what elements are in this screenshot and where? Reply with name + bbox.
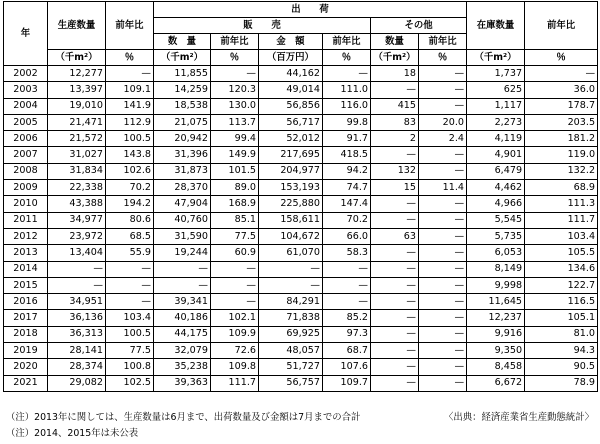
cell-quantity-yoy: 72.6: [211, 343, 259, 359]
cell-production: 13,397: [48, 82, 106, 98]
cell-production: 21,471: [48, 114, 106, 130]
cell-amount: 48,057: [259, 343, 323, 359]
header-other: その他: [371, 18, 467, 34]
cell-other-yoy: —: [419, 294, 467, 310]
cell-inventory: 9,916: [467, 326, 525, 342]
cell-other-quantity: —: [371, 82, 419, 98]
cell-year: 2006: [4, 131, 48, 147]
cell-amount: 69,925: [259, 326, 323, 342]
cell-quantity-yoy: —: [211, 261, 259, 277]
cell-year: 2021: [4, 375, 48, 391]
cell-amount: 225,880: [259, 196, 323, 212]
cell-amount: 158,611: [259, 212, 323, 228]
cell-amount-yoy: 107.6: [323, 359, 371, 375]
table-row: [4, 326, 598, 342]
cell-inventory-yoy: 116.5: [525, 294, 598, 310]
cell-other-quantity: —: [371, 147, 419, 163]
cell-production-yoy: 68.5: [106, 228, 154, 244]
cell-quantity: 40,186: [154, 310, 211, 326]
cell-quantity: 44,175: [154, 326, 211, 342]
cell-production-yoy: 143.8: [106, 147, 154, 163]
table-row: [4, 196, 598, 212]
cell-inventory-yoy: 111.7: [525, 212, 598, 228]
cell-inventory: 4,901: [467, 147, 525, 163]
cell-other-quantity: —: [371, 277, 419, 293]
header-inventory-yoy: 前年比: [525, 2, 598, 50]
cell-year: 2017: [4, 310, 48, 326]
cell-inventory: 5,545: [467, 212, 525, 228]
cell-quantity-yoy: 99.4: [211, 131, 259, 147]
cell-quantity-yoy: —: [211, 294, 259, 310]
cell-production: 22,338: [48, 180, 106, 196]
cell-production: 34,951: [48, 294, 106, 310]
cell-inventory: 625: [467, 82, 525, 98]
cell-quantity-yoy: 130.0: [211, 98, 259, 114]
cell-production: 31,027: [48, 147, 106, 163]
cell-inventory-yoy: 78.9: [525, 375, 598, 391]
cell-year: 2010: [4, 196, 48, 212]
cell-inventory-yoy: 105.1: [525, 310, 598, 326]
cell-quantity-yoy: 101.5: [211, 163, 259, 179]
cell-year: 2003: [4, 82, 48, 98]
cell-other-yoy: —: [419, 228, 467, 244]
header-production-yoy: 前年比: [106, 2, 154, 50]
cell-production-yoy: 112.9: [106, 114, 154, 130]
source-note: 〈出典：経済産業省生産動態統計〉: [443, 412, 594, 423]
cell-quantity-yoy: 102.1: [211, 310, 259, 326]
cell-inventory-yoy: 119.0: [525, 147, 598, 163]
cell-production-yoy: 102.5: [106, 375, 154, 391]
cell-production-yoy: 100.5: [106, 131, 154, 147]
cell-quantity-yoy: 111.7: [211, 375, 259, 391]
cell-other-yoy: 20.0: [419, 114, 467, 130]
cell-production-yoy: 80.6: [106, 212, 154, 228]
cell-quantity: 19,244: [154, 245, 211, 261]
cell-production-yoy: —: [106, 261, 154, 277]
unit-amount: （百万円）: [259, 50, 323, 66]
cell-production: 19,010: [48, 98, 106, 114]
cell-inventory-yoy: 111.3: [525, 196, 598, 212]
cell-year: 2009: [4, 180, 48, 196]
cell-production: 21,572: [48, 131, 106, 147]
cell-amount-yoy: 109.7: [323, 375, 371, 391]
cell-other-quantity: 83: [371, 114, 419, 130]
cell-inventory-yoy: 134.6: [525, 261, 598, 277]
cell-inventory: 2,273: [467, 114, 525, 130]
cell-year: 2005: [4, 114, 48, 130]
table-row: [4, 180, 598, 196]
cell-amount: 84,291: [259, 294, 323, 310]
cell-quantity: 31,590: [154, 228, 211, 244]
cell-inventory-yoy: 94.3: [525, 343, 598, 359]
cell-inventory: 5,735: [467, 228, 525, 244]
cell-inventory: 11,645: [467, 294, 525, 310]
table-body: [4, 66, 598, 392]
cell-year: 2008: [4, 163, 48, 179]
cell-production: 43,388: [48, 196, 106, 212]
cell-other-yoy: —: [419, 163, 467, 179]
cell-other-quantity: 2: [371, 131, 419, 147]
cell-amount: 44,162: [259, 66, 323, 82]
cell-year: 2002: [4, 66, 48, 82]
table-row: [4, 82, 598, 98]
cell-production-yoy: 77.5: [106, 343, 154, 359]
cell-quantity: 11,855: [154, 66, 211, 82]
cell-amount-yoy: 66.0: [323, 228, 371, 244]
cell-quantity-yoy: —: [211, 66, 259, 82]
cell-amount: 153,193: [259, 180, 323, 196]
unit-production: （千m²）: [48, 50, 106, 66]
cell-year: 2019: [4, 343, 48, 359]
cell-inventory-yoy: 132.2: [525, 163, 598, 179]
cell-amount-yoy: 97.3: [323, 326, 371, 342]
cell-amount: 71,838: [259, 310, 323, 326]
header-year: 年: [4, 2, 48, 66]
cell-inventory-yoy: 103.4: [525, 228, 598, 244]
header-production: 生産数量: [48, 2, 106, 50]
cell-quantity-yoy: 168.9: [211, 196, 259, 212]
cell-amount-yoy: 94.2: [323, 163, 371, 179]
cell-production: —: [48, 277, 106, 293]
cell-quantity: 31,396: [154, 147, 211, 163]
cell-inventory-yoy: 122.7: [525, 277, 598, 293]
cell-other-yoy: —: [419, 277, 467, 293]
cell-quantity: 21,075: [154, 114, 211, 130]
cell-production: 28,374: [48, 359, 106, 375]
cell-other-yoy: —: [419, 196, 467, 212]
unit-inventory: （千m²）: [467, 50, 525, 66]
cell-quantity: 40,760: [154, 212, 211, 228]
cell-quantity: 47,904: [154, 196, 211, 212]
cell-amount-yoy: 70.2: [323, 212, 371, 228]
cell-other-quantity: —: [371, 294, 419, 310]
cell-production-yoy: 141.9: [106, 98, 154, 114]
cell-inventory: 8,149: [467, 261, 525, 277]
cell-quantity: —: [154, 277, 211, 293]
cell-inventory-yoy: 36.0: [525, 82, 598, 98]
cell-other-quantity: 63: [371, 228, 419, 244]
table-row: [4, 310, 598, 326]
cell-amount-yoy: 58.3: [323, 245, 371, 261]
cell-other-yoy: —: [419, 359, 467, 375]
cell-production-yoy: 70.2: [106, 180, 154, 196]
cell-other-quantity: —: [371, 326, 419, 342]
cell-amount: 104,672: [259, 228, 323, 244]
unit-production-yoy: ％: [106, 50, 154, 66]
cell-quantity-yoy: 85.1: [211, 212, 259, 228]
cell-production: 28,141: [48, 343, 106, 359]
cell-production-yoy: 109.1: [106, 82, 154, 98]
cell-amount-yoy: 68.7: [323, 343, 371, 359]
cell-quantity: 18,538: [154, 98, 211, 114]
cell-year: 2016: [4, 294, 48, 310]
cell-year: 2020: [4, 359, 48, 375]
cell-year: 2011: [4, 212, 48, 228]
cell-year: 2012: [4, 228, 48, 244]
cell-production: 36,313: [48, 326, 106, 342]
header-amount: 金 額: [259, 34, 323, 50]
cell-amount: —: [259, 277, 323, 293]
cell-inventory-yoy: 203.5: [525, 114, 598, 130]
unit-amount-yoy: ％: [323, 50, 371, 66]
header-other-quantity: 数量: [371, 34, 419, 50]
cell-inventory-yoy: 105.5: [525, 245, 598, 261]
cell-amount-yoy: 85.2: [323, 310, 371, 326]
cell-other-quantity: —: [371, 375, 419, 391]
header-shipment: 出 荷: [154, 2, 467, 18]
unit-quantity-yoy: ％: [211, 50, 259, 66]
cell-other-yoy: —: [419, 261, 467, 277]
cell-other-yoy: —: [419, 82, 467, 98]
cell-amount: 61,070: [259, 245, 323, 261]
header-amount-yoy: 前年比: [323, 34, 371, 50]
unit-other-yoy: ％: [419, 50, 467, 66]
cell-amount: 51,727: [259, 359, 323, 375]
cell-amount: 56,717: [259, 114, 323, 130]
cell-production-yoy: —: [106, 294, 154, 310]
cell-amount-yoy: 116.0: [323, 98, 371, 114]
cell-inventory: 6,479: [467, 163, 525, 179]
cell-quantity-yoy: 109.9: [211, 326, 259, 342]
cell-other-quantity: —: [371, 196, 419, 212]
cell-amount-yoy: —: [323, 66, 371, 82]
cell-other-yoy: —: [419, 343, 467, 359]
table-row: [4, 375, 598, 391]
header-quantity-yoy: 前年比: [211, 34, 259, 50]
cell-production-yoy: 55.9: [106, 245, 154, 261]
table-row: [4, 114, 598, 130]
cell-inventory: 1,117: [467, 98, 525, 114]
cell-production: —: [48, 261, 106, 277]
cell-inventory-yoy: 178.7: [525, 98, 598, 114]
table-row: [4, 131, 598, 147]
cell-amount-yoy: —: [323, 294, 371, 310]
cell-other-yoy: —: [419, 375, 467, 391]
cell-amount-yoy: 418.5: [323, 147, 371, 163]
cell-inventory-yoy: 68.9: [525, 180, 598, 196]
cell-other-quantity: —: [371, 261, 419, 277]
cell-other-quantity: 132: [371, 163, 419, 179]
cell-amount-yoy: —: [323, 261, 371, 277]
cell-amount-yoy: 91.7: [323, 131, 371, 147]
cell-quantity: 35,238: [154, 359, 211, 375]
cell-other-quantity: 415: [371, 98, 419, 114]
cell-amount: —: [259, 261, 323, 277]
cell-production-yoy: 194.2: [106, 196, 154, 212]
cell-amount: 204,977: [259, 163, 323, 179]
header-inventory: 在庫数量: [467, 2, 525, 50]
cell-amount-yoy: 147.4: [323, 196, 371, 212]
cell-inventory-yoy: 81.0: [525, 326, 598, 342]
cell-other-yoy: —: [419, 66, 467, 82]
table-row: [4, 294, 598, 310]
cell-quantity: 39,363: [154, 375, 211, 391]
table-row: [4, 245, 598, 261]
cell-other-yoy: 2.4: [419, 131, 467, 147]
unit-quantity: （千m²）: [154, 50, 211, 66]
production-shipment-table: [3, 1, 598, 392]
cell-year: 2004: [4, 98, 48, 114]
cell-quantity-yoy: 149.9: [211, 147, 259, 163]
cell-amount: 49,014: [259, 82, 323, 98]
cell-inventory: 6,053: [467, 245, 525, 261]
cell-production-yoy: 102.6: [106, 163, 154, 179]
cell-inventory: 1,737: [467, 66, 525, 82]
cell-inventory: 9,350: [467, 343, 525, 359]
cell-other-yoy: —: [419, 310, 467, 326]
cell-other-yoy: —: [419, 326, 467, 342]
cell-other-quantity: 18: [371, 66, 419, 82]
cell-amount: 56,856: [259, 98, 323, 114]
cell-production-yoy: 100.8: [106, 359, 154, 375]
cell-quantity-yoy: 77.5: [211, 228, 259, 244]
cell-quantity-yoy: 109.8: [211, 359, 259, 375]
cell-production: 31,834: [48, 163, 106, 179]
note-2014-2015: （注）2014、2015年は未公表: [6, 428, 139, 439]
table-row: [4, 212, 598, 228]
cell-other-yoy: 11.4: [419, 180, 467, 196]
cell-quantity: —: [154, 261, 211, 277]
cell-other-yoy: —: [419, 212, 467, 228]
cell-other-quantity: —: [371, 343, 419, 359]
cell-inventory: 12,237: [467, 310, 525, 326]
table-row: [4, 147, 598, 163]
cell-inventory: 4,119: [467, 131, 525, 147]
header-sales: 販 売: [154, 18, 371, 34]
cell-quantity: 31,873: [154, 163, 211, 179]
cell-production-yoy: 100.5: [106, 326, 154, 342]
cell-inventory: 6,672: [467, 375, 525, 391]
table-row: [4, 343, 598, 359]
cell-quantity: 20,942: [154, 131, 211, 147]
table-row: [4, 228, 598, 244]
unit-inventory-yoy: ％: [525, 50, 598, 66]
header-other-yoy: 前年比: [419, 34, 467, 50]
cell-other-yoy: —: [419, 147, 467, 163]
header-quantity: 数 量: [154, 34, 211, 50]
cell-year: 2014: [4, 261, 48, 277]
cell-other-quantity: —: [371, 212, 419, 228]
cell-production: 36,136: [48, 310, 106, 326]
cell-amount: 52,012: [259, 131, 323, 147]
cell-amount: 217,695: [259, 147, 323, 163]
cell-quantity-yoy: —: [211, 277, 259, 293]
cell-production: 13,404: [48, 245, 106, 261]
cell-quantity-yoy: 89.0: [211, 180, 259, 196]
cell-other-quantity: —: [371, 245, 419, 261]
cell-amount-yoy: 74.7: [323, 180, 371, 196]
cell-quantity: 28,370: [154, 180, 211, 196]
table-row: [4, 66, 598, 82]
cell-quantity-yoy: 60.9: [211, 245, 259, 261]
cell-amount-yoy: 111.0: [323, 82, 371, 98]
cell-inventory: 9,998: [467, 277, 525, 293]
cell-inventory-yoy: 181.2: [525, 131, 598, 147]
table-row: [4, 163, 598, 179]
cell-year: 2013: [4, 245, 48, 261]
cell-inventory-yoy: 90.5: [525, 359, 598, 375]
cell-quantity: 39,341: [154, 294, 211, 310]
cell-other-quantity: —: [371, 359, 419, 375]
cell-production: 12,277: [48, 66, 106, 82]
table-row: [4, 261, 598, 277]
cell-production: 29,082: [48, 375, 106, 391]
cell-quantity: 14,259: [154, 82, 211, 98]
cell-production-yoy: 103.4: [106, 310, 154, 326]
cell-year: 2007: [4, 147, 48, 163]
table-row: [4, 98, 598, 114]
cell-quantity-yoy: 113.7: [211, 114, 259, 130]
table-row: [4, 359, 598, 375]
cell-production: 23,972: [48, 228, 106, 244]
cell-amount-yoy: —: [323, 277, 371, 293]
cell-production-yoy: —: [106, 277, 154, 293]
cell-quantity-yoy: 120.3: [211, 82, 259, 98]
cell-inventory: 4,966: [467, 196, 525, 212]
cell-quantity: 32,079: [154, 343, 211, 359]
cell-other-quantity: 15: [371, 180, 419, 196]
cell-year: 2015: [4, 277, 48, 293]
cell-inventory: 8,458: [467, 359, 525, 375]
cell-inventory: 4,462: [467, 180, 525, 196]
cell-year: 2018: [4, 326, 48, 342]
cell-inventory-yoy: —: [525, 66, 598, 82]
cell-amount-yoy: 99.8: [323, 114, 371, 130]
cell-other-quantity: —: [371, 310, 419, 326]
cell-other-yoy: —: [419, 98, 467, 114]
table-row: [4, 277, 598, 293]
unit-other-quantity: （千m²）: [371, 50, 419, 66]
cell-production-yoy: —: [106, 66, 154, 82]
cell-other-yoy: —: [419, 245, 467, 261]
cell-amount: 56,757: [259, 375, 323, 391]
note-2013: （注）2013年に関しては、生産数量は6月まで、出荷数量及び金額は7月までの合計: [6, 412, 361, 423]
cell-production: 34,977: [48, 212, 106, 228]
